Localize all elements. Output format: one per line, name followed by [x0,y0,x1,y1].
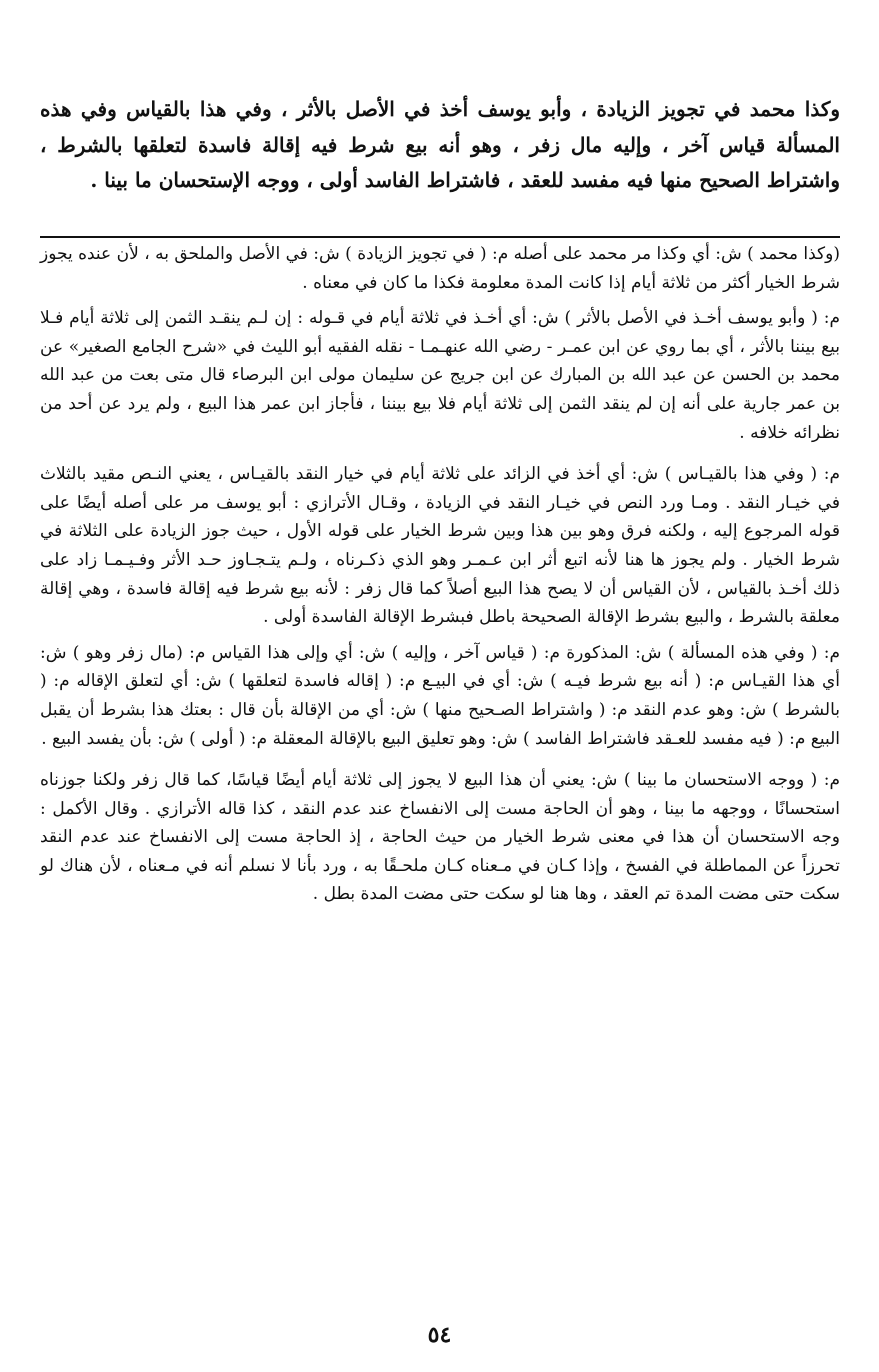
separator-rule [40,236,840,238]
main-text-matn: وكذا محمد في تجويز الزيادة ، وأبو يوسف أخذ في الأصل بالأثر ، وفي هذا بالقياس وفي هذه المسألة قياس آخر ، وإليه مال زفر ، وهو أنه بيع شرط فيه إقالة فاسدة لتعلقها بالشرط ، واشتراط الصحيح منها فيه مفسد للعقد ، فاشتراط الفاسد أولى ، ووجه الإستحسان ما بينا . [40,97,840,192]
commentary-paragraph-2: م: ( وأبو يوسف أخـذ في الأصل بالأثر ) ش: أي أخـذ في ثلاثة أيام في قـوله : إن لـم ينقـد الثمن إلى ثلاثة أيام فـلا بيع بيننا بالأثر ، أي بما روي عن ابن عمـر - رضي الله عنهـمـا - نقله الفقيه أبو الليث في «شرح الجامع الصغير» عن محمد بن الحسن عن عبد الله بن المبارك عن ابن جريج عن سليمان مولى ابن البرصاء قال متى بعت من عبد الله بن عمر جارية على أنه إن لم ينقد الثمن إلى ثلاثة أيام فلا بيع بيننا ، فأجاز ابن عمر هذا البيع ، ولم يرد عن أحد من نظرائه خلافه . [40,308,840,443]
commentary-paragraph-4: م: ( وفي هذه المسألة ) ش: المذكورة م: ( قياس آخر ، وإليه ) ش: أي وإلى هذا القياس م: (مال زفر وهو ) ش: أي هذا القيـاس م: ( أنه بيع شرط فيـه ) ش: أي في البيـع م: ( إقاله فاسدة لتعلقها ) ش: أي لتعلق الإقاله م: ( بالشرط ) ش: وهو عدم النقد م: ( واشتراط الصـحيح منها ) ش: أي من الإقالة بأن قال : بعتك هذا بشرط أن يقبل البيع م: ( فيه مفسد للعـقد فاشتراط الفاسد ) ش: وهو تعليق البيع بالإقالة المعقلة م: ( أولى ) ش: بأن يفسد البيع . [40,642,840,749]
commentary-paragraph-5: م: ( ووجه الاستحسان ما بينا ) ش: يعني أن هذا البيع لا يجوز إلى ثلاثة أيام أيضًا قياسًا، كما قال زفر ولكنا جوزناه استحسانًا ، ووجهه ما بينا ، وهو أن الحاجة مست إلى الانفساخ عند عدم النقد ، كذا قاله الأترازي . وقال الأكمل : وجه الاستحسان أن هذا في معنى شرط الخيار من حيث الحاجة ، إذ الحاجة مست إلى الانفساخ عند عدم النقد تحرزاً عن المماطلة في الفسخ ، وإذا كـان في مـعناه كـان ملحـقًا به ، ورد بأنا لا نسلم أنه في مـعناه ، لأن هناك لو سكت حتى مضت المدة تم العقد ، وها هنا لو سكت حتى مضت المدة بطل . [40,770,840,905]
commentary-paragraph-3: م: ( وفي هذا بالقيـاس ) ش: أي أخذ في الزائد على ثلاثة أيام في خيار النقد بالقيـاس ، يعني النـص مقيد بالثلاث في خيـار النقد . ومـا ورد النص في خيـار النقد في الزيادة ، وقـال الأترازي : أبو يوسف مر على أصله أيضًا على قوله المرجوع إليه ، ولكنه فرق وهو بين هذا وبين شرط الخيار على قوله الأول ، حيث جوز الزيادة على الثلاثة في شرط الخيار . ولم يجوز ها هنا لأنه اتبع أثر ابن عـمـر وهو الذي ذكـرناه ، ولـم يتـجـاوز حـد الأثر وفـيـمـا زاد على ذلك أخـذ بالقياس ، لأن القياس أن لا يصح هذا البيع أصلاً كما قال زفر : لأنه بيع شرط فيه إقالة فاسدة ، وهي إقالة معلقة بالشرط ، والبيع بشرط الإقالة الصحيحة باطل فبشرط الإقالة الفاسدة أولى . [40,464,840,628]
commentary-paragraph-1: (وكذا محمد ) ش: أي وكذا مر محمد على أصله م: ( في تجويز الزيادة ) ش: في الأصل والملحق به ، لأن عنده يجوز شرط الخيار أكثر من ثلاثة أيام إذا كانت المدة معلومة فكذا ما كان في معناه . [40,244,840,293]
page-number: ٥٤ [427,1322,452,1348]
commentary-sharh [40,240,840,922]
